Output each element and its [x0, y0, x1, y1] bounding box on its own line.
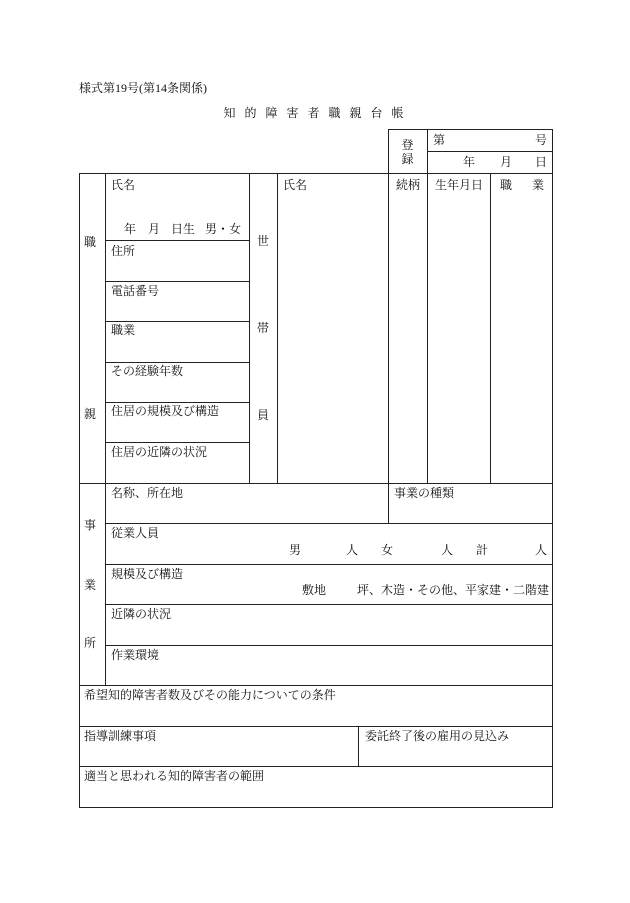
address-label: 住所 [111, 244, 136, 258]
employees-female-label: 女 [381, 543, 394, 557]
business-type-label: 事業の種類 [394, 486, 455, 500]
suitable-range-label: 適当と思われる知的障害者の範囲 [84, 769, 265, 783]
business-name-location-label: 名称、所在地 [111, 486, 184, 500]
household-column-name: 氏名 [283, 178, 308, 192]
foster-employer-side-label-1: 職 [84, 235, 97, 249]
household-side-label-3: 員 [257, 408, 270, 422]
household-column-birthdate: 生年月日 [435, 178, 484, 192]
experience-years-label: その経験年数 [111, 364, 184, 378]
registration-number-prefix: 第 [433, 133, 446, 147]
birth-year-label: 年 [124, 222, 137, 236]
registration-year: 年 [463, 155, 476, 169]
scale-structure-label: 規模及び構造 [111, 567, 184, 581]
housing-neighborhood-label: 住居の近隣の状況 [111, 445, 208, 459]
gender-label: 男・女 [205, 222, 242, 236]
birth-month-label: 月 [148, 222, 161, 236]
registration-label: 登録 [401, 138, 414, 166]
registration-month: 月 [500, 155, 513, 169]
housing-structure-label: 住居の規模及び構造 [111, 404, 220, 418]
occupation-label: 職業 [111, 323, 136, 337]
desired-conditions-label: 希望知的障害者数及びその能力についての条件 [84, 688, 336, 702]
guidance-training-label: 指導訓練事項 [84, 729, 157, 743]
employees-female-unit: 人 [441, 543, 454, 557]
registration-number-suffix: 号 [535, 133, 548, 147]
phone-label: 電話番号 [111, 284, 160, 298]
household-column-relationship: 続柄 [396, 178, 421, 192]
employees-total-unit: 人 [535, 543, 548, 557]
site-area-label: 敷地 [302, 583, 327, 597]
business-neighborhood-label: 近隣の状況 [111, 607, 172, 621]
employees-male-unit: 人 [346, 543, 359, 557]
work-environment-label: 作業環境 [111, 648, 160, 662]
household-column-occupation: 職業 [500, 178, 565, 192]
foster-employer-side-label-2: 親 [84, 407, 97, 421]
structure-options-label: 坪、木造・その他、平家建・二階建 [357, 583, 550, 597]
employer-name-label: 氏名 [111, 178, 136, 192]
household-side-label-1: 世 [257, 234, 270, 248]
business-side-label-1: 事 [84, 518, 97, 532]
employees-total-label: 計 [476, 543, 489, 557]
employees-male-label: 男 [289, 543, 302, 557]
birth-day-label: 日生 [171, 222, 196, 236]
post-commission-employment-label: 委託終了後の雇用の見込み [365, 729, 510, 743]
household-side-label-2: 帯 [257, 321, 270, 335]
employees-label: 従業人員 [111, 526, 160, 540]
page-title: 知 的 障 害 者 職 親 台 帳 [223, 106, 407, 120]
registration-day: 日 [535, 155, 548, 169]
business-side-label-3: 所 [84, 636, 97, 650]
business-side-label-2: 業 [84, 578, 97, 592]
form-number: 様式第19号(第14条関係) [79, 81, 207, 95]
